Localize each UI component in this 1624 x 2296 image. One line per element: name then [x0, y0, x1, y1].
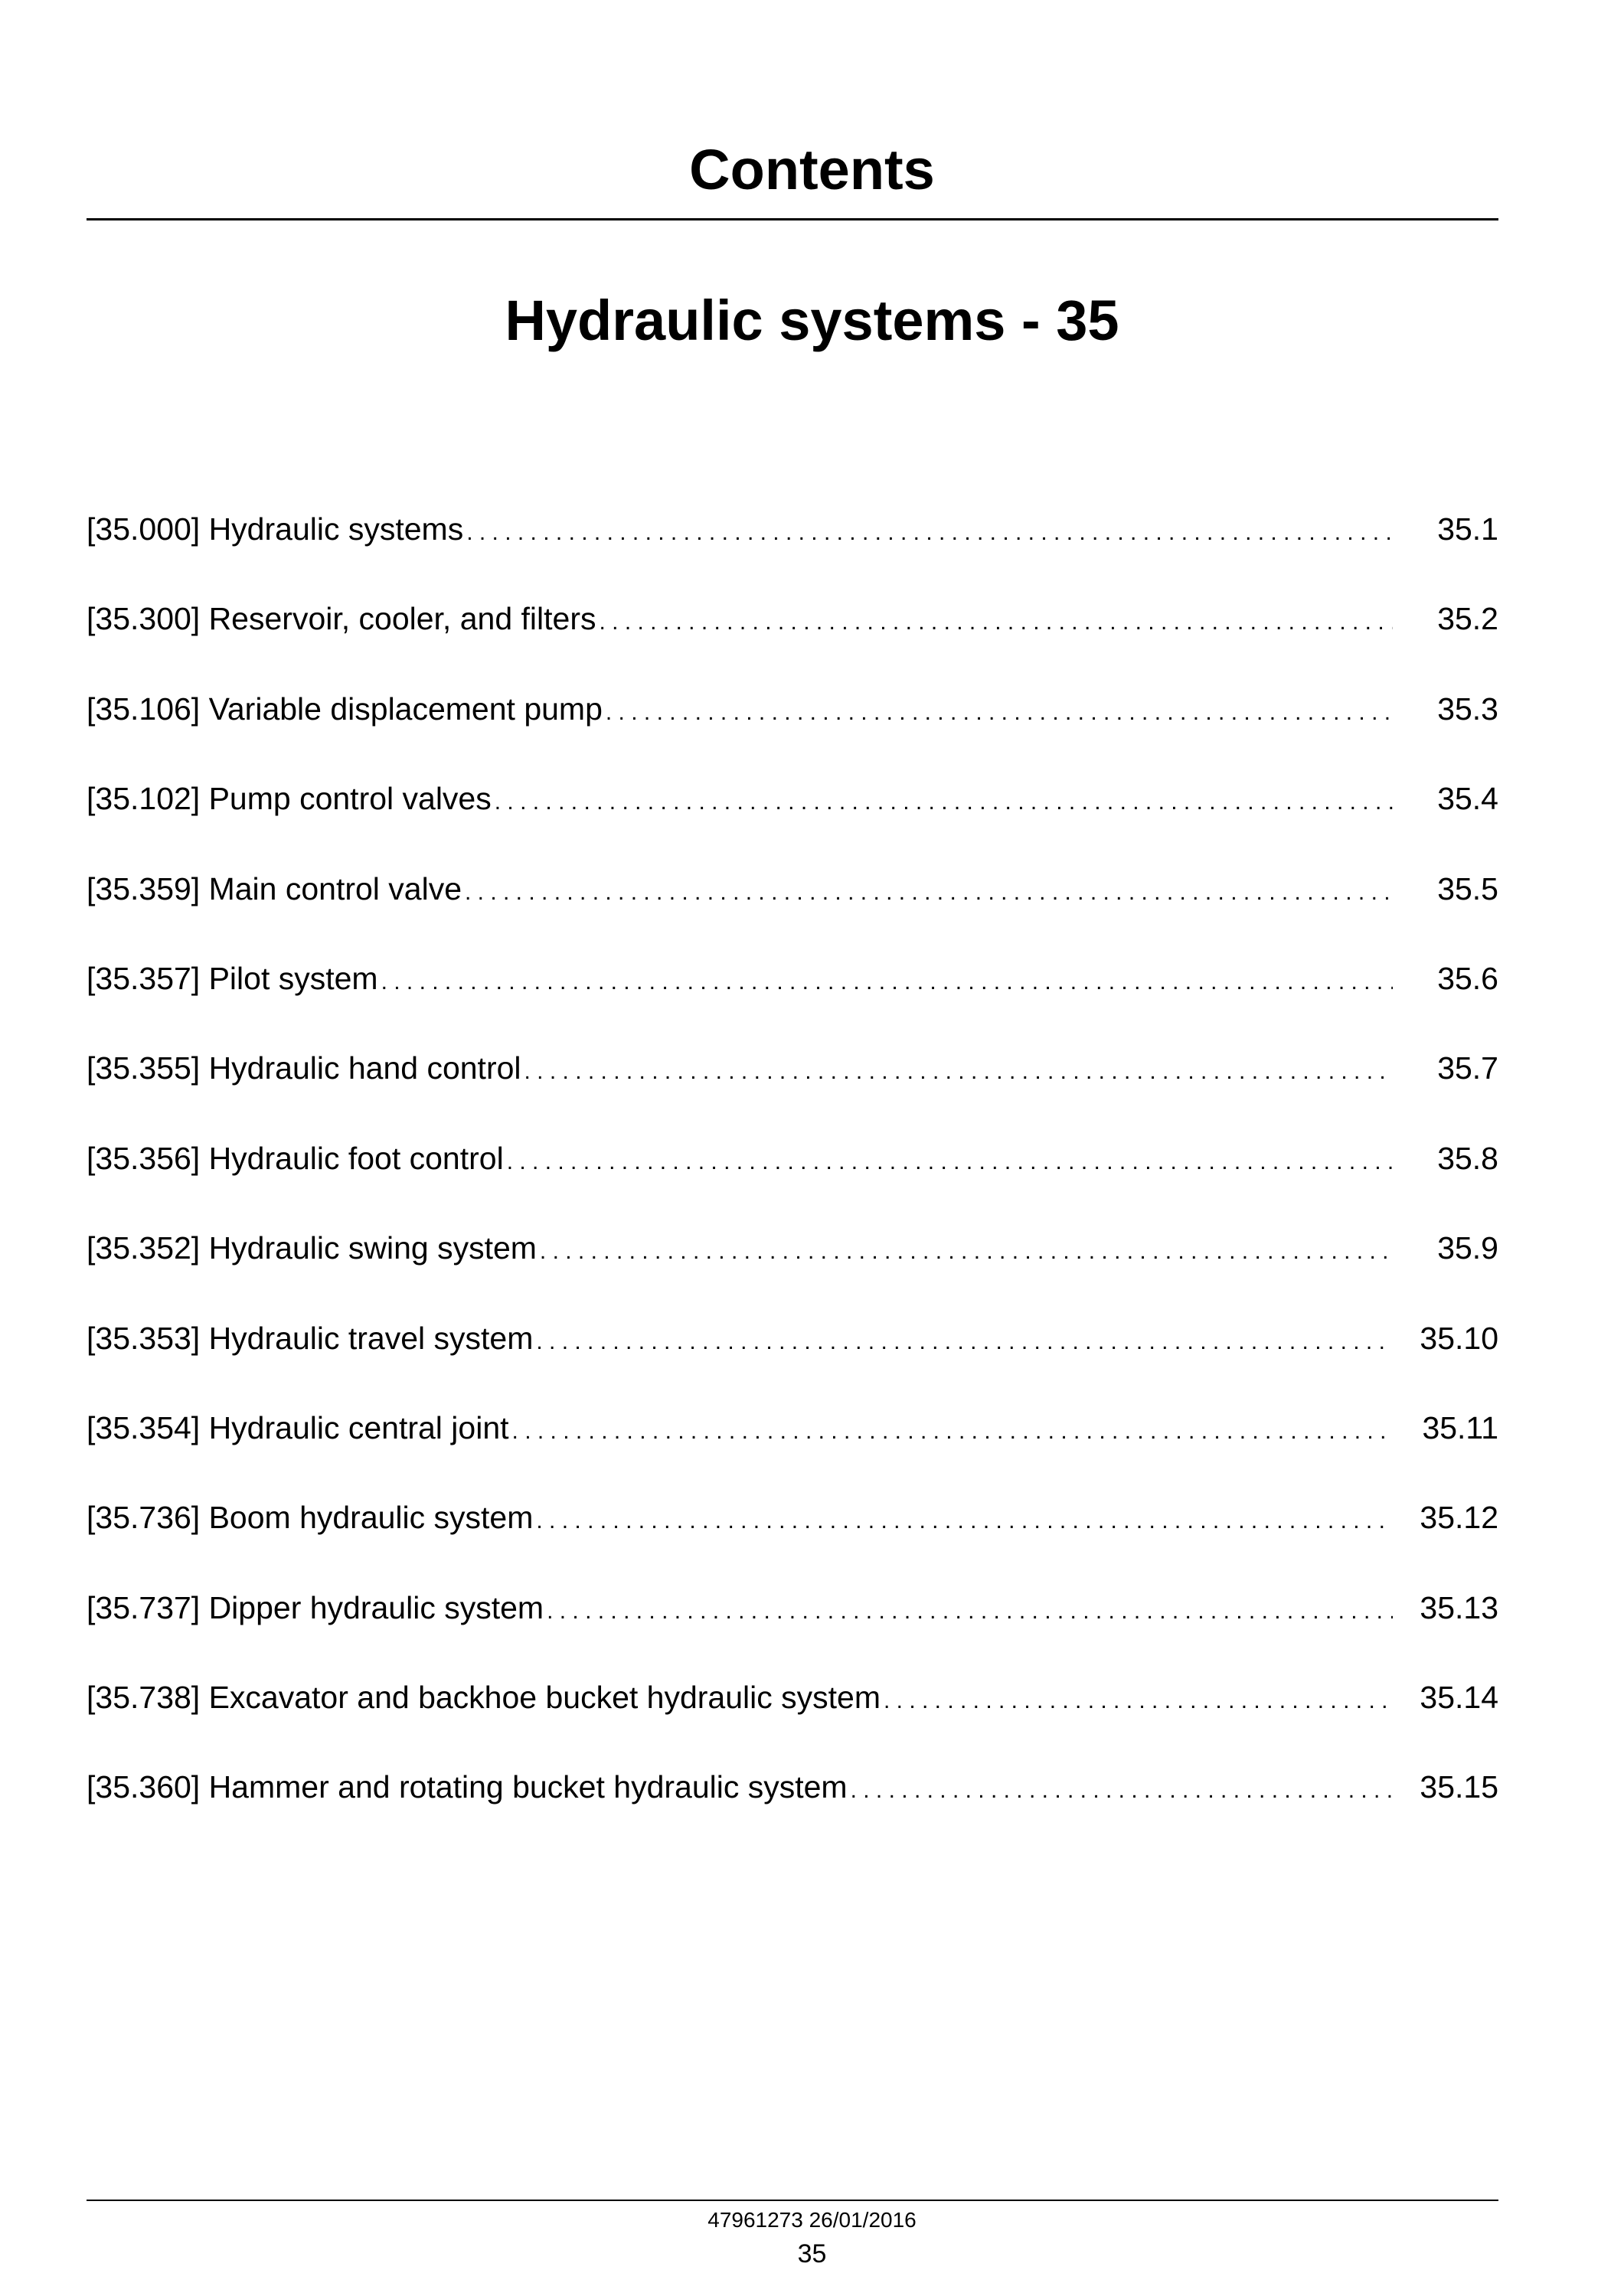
toc-entry-label: [35.106] Variable displacement pump: [87, 691, 603, 727]
dot-leader: [524, 1037, 1393, 1102]
dot-leader: [381, 948, 1393, 1013]
toc-entry-label: [35.357] Pilot system: [87, 960, 378, 996]
toc-entry-page: 35.3: [1437, 691, 1498, 727]
section-title: Hydraulic systems - 35: [505, 289, 1119, 352]
toc-entry[interactable]: [87, 1308, 1498, 1397]
dot-leader: [606, 678, 1393, 743]
dot-leader: [512, 1397, 1393, 1462]
toc-entry-label: [35.360] Hammer and rotating bucket hydraulic system: [87, 1769, 848, 1805]
toc-entry-label: [35.355] Hydraulic hand control: [87, 1050, 521, 1086]
dot-leader: [884, 1667, 1393, 1732]
toc-entry-page: 35.12: [1420, 1500, 1498, 1536]
toc-entry[interactable]: [87, 858, 1498, 948]
dot-leader: [540, 1217, 1393, 1282]
toc-entry-page: 35.6: [1437, 960, 1498, 996]
toc-entry[interactable]: [87, 1037, 1498, 1127]
toc-entry-label: [35.737] Dipper hydraulic system: [87, 1589, 544, 1625]
toc-entry[interactable]: [87, 1397, 1498, 1487]
toc-entry[interactable]: [87, 498, 1498, 588]
dot-leader: [851, 1756, 1393, 1821]
table-of-contents: [87, 498, 1498, 1847]
toc-entry-page: 35.7: [1437, 1050, 1498, 1086]
toc-entry-label: [35.300] Reservoir, cooler, and filters: [87, 601, 596, 637]
dot-leader: [599, 588, 1393, 653]
toc-entry-label: [35.102] Pump control valves: [87, 781, 492, 817]
toc-entry-label: [35.353] Hydraulic travel system: [87, 1320, 534, 1356]
toc-entry-page: 35.13: [1420, 1589, 1498, 1625]
toc-entry[interactable]: [87, 1487, 1498, 1576]
toc-entry-page: 35.2: [1437, 601, 1498, 637]
toc-entry[interactable]: [87, 1217, 1498, 1307]
toc-entry[interactable]: [87, 1128, 1498, 1217]
toc-entry-page: 35.15: [1420, 1769, 1498, 1805]
header-divider: [87, 218, 1498, 220]
toc-entry-label: [35.356] Hydraulic foot control: [87, 1140, 504, 1176]
footer-divider: [87, 2200, 1498, 2201]
dot-leader: [495, 768, 1393, 833]
toc-entry-page: 35.9: [1437, 1230, 1498, 1266]
toc-entry-label: [35.352] Hydraulic swing system: [87, 1230, 537, 1266]
footer-page-number: 35: [797, 2239, 827, 2268]
dot-leader: [507, 1128, 1393, 1193]
toc-entry[interactable]: [87, 948, 1498, 1037]
dot-leader: [536, 1308, 1393, 1373]
toc-entry-page: 35.5: [1437, 870, 1498, 906]
toc-entry-label: [35.359] Main control valve: [87, 870, 462, 906]
toc-entry-label: [35.354] Hydraulic central joint: [87, 1409, 509, 1445]
toc-entry[interactable]: [87, 768, 1498, 857]
toc-entry[interactable]: [87, 678, 1498, 768]
dot-leader: [466, 498, 1393, 563]
toc-entry[interactable]: [87, 588, 1498, 678]
toc-entry-page: 35.10: [1420, 1320, 1498, 1356]
toc-entry-page: 35.14: [1420, 1680, 1498, 1716]
toc-entry[interactable]: [87, 1756, 1498, 1846]
dot-leader: [547, 1577, 1393, 1642]
toc-entry-label: [35.000] Hydraulic systems: [87, 511, 464, 547]
toc-entry-page: 35.4: [1437, 781, 1498, 817]
toc-entry-page: 35.1: [1437, 511, 1498, 547]
dot-leader: [465, 858, 1393, 923]
toc-entry[interactable]: [87, 1667, 1498, 1756]
toc-entry-page: 35.11: [1422, 1409, 1498, 1445]
toc-entry-label: [35.738] Excavator and backhoe bucket hydraulic system: [87, 1680, 881, 1716]
page-heading: Contents: [689, 138, 935, 201]
dot-leader: [536, 1487, 1393, 1552]
footer-document-reference: 47961273 26/01/2016: [707, 2208, 917, 2232]
toc-entry-label: [35.736] Boom hydraulic system: [87, 1500, 534, 1536]
toc-entry[interactable]: [87, 1577, 1498, 1667]
toc-entry-page: 35.8: [1437, 1140, 1498, 1176]
